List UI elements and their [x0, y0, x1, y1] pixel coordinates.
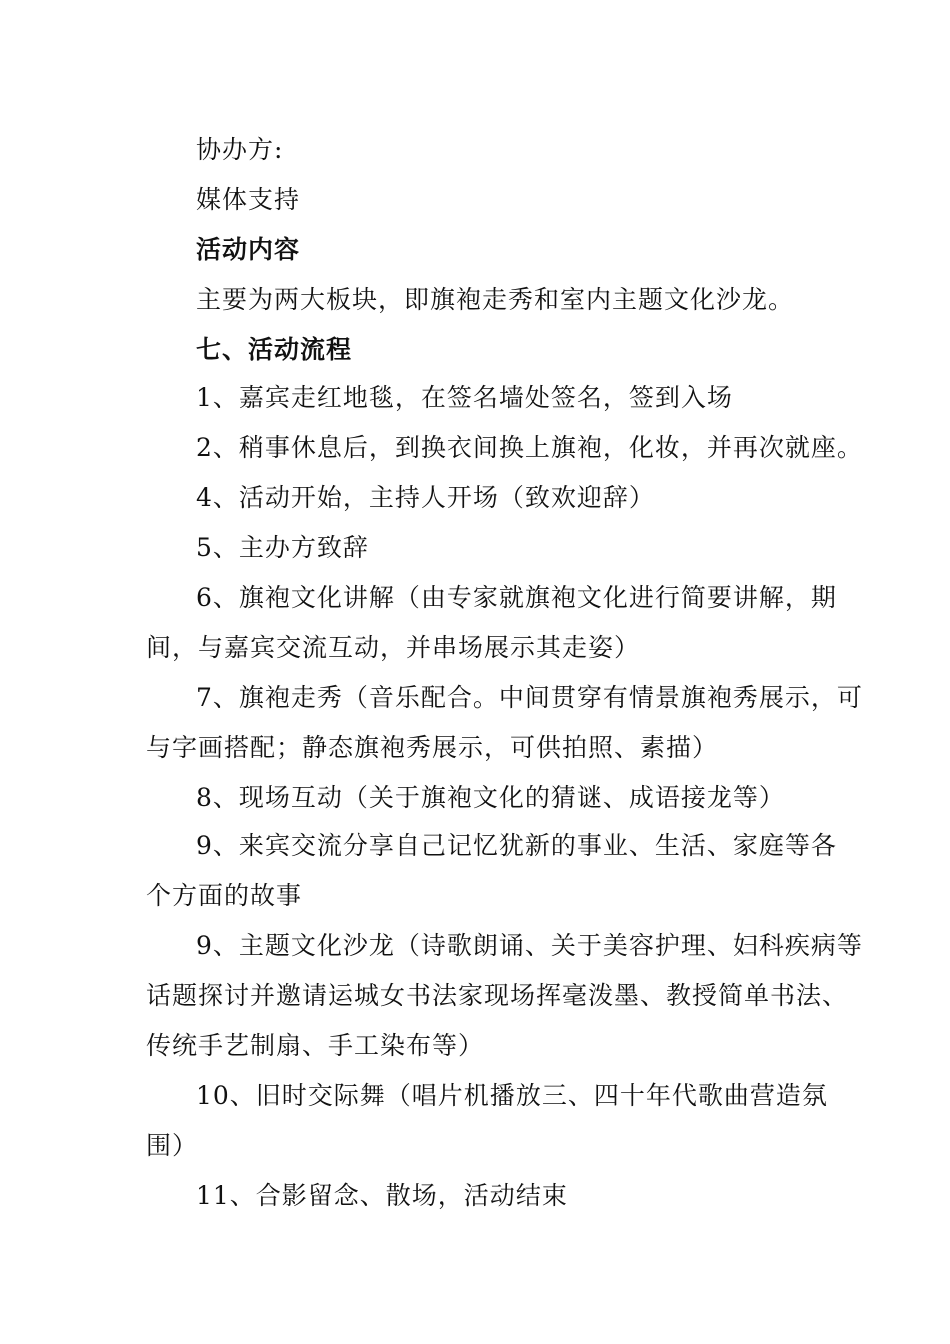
content-text: 主要为两大板块，即旗袍走秀和室内主题文化沙龙。: [196, 285, 795, 314]
media-support-label: 媒体支持: [196, 185, 301, 214]
step-line: 8、现场互动（关于旗袍文化的猜谜、成语接龙等）: [196, 783, 785, 812]
step-line: 5、主办方致辞: [196, 533, 369, 562]
content-heading: 活动内容: [196, 235, 301, 264]
step-line: 10、旧时交际舞（唱片机播放三、四十年代歌曲营造氛: [196, 1081, 828, 1110]
step-line: 11、合影留念、散场，活动结束: [196, 1181, 568, 1210]
process-heading: 七、活动流程: [196, 335, 353, 364]
step-line-continuation: 个方面的故事: [146, 881, 303, 910]
step-line: 1、嘉宾走红地毯，在签名墙处签名，签到入场: [196, 383, 733, 412]
step-line: 9、来宾交流分享自己记忆犹新的事业、生活、家庭等各: [196, 831, 837, 860]
step-line: 9、主题文化沙龙（诗歌朗诵、关于美容护理、妇科疾病等: [196, 931, 863, 960]
step-line-continuation: 话题探讨并邀请运城女书法家现场挥毫泼墨、教授简单书法、: [146, 981, 849, 1010]
step-line: 6、旗袍文化讲解（由专家就旗袍文化进行简要讲解，期: [196, 583, 837, 612]
step-line-continuation: 与字画搭配；静态旗袍秀展示，可供拍照、素描）: [146, 733, 719, 762]
step-line: 4、活动开始，主持人开场（致欢迎辞）: [196, 483, 655, 512]
step-line-continuation: 传统手艺制扇、手工染布等）: [146, 1031, 485, 1060]
co-organizer-label: 协办方:: [196, 135, 284, 164]
step-line: 2、稍事休息后，到换衣间换上旗袍，化妆，并再次就座。: [196, 433, 863, 462]
step-line: 7、旗袍走秀（音乐配合。中间贯穿有情景旗袍秀展示，可: [196, 683, 863, 712]
step-line-continuation: 间，与嘉宾交流互动，并串场展示其走姿）: [146, 633, 641, 662]
step-line-continuation: 围）: [146, 1131, 199, 1160]
